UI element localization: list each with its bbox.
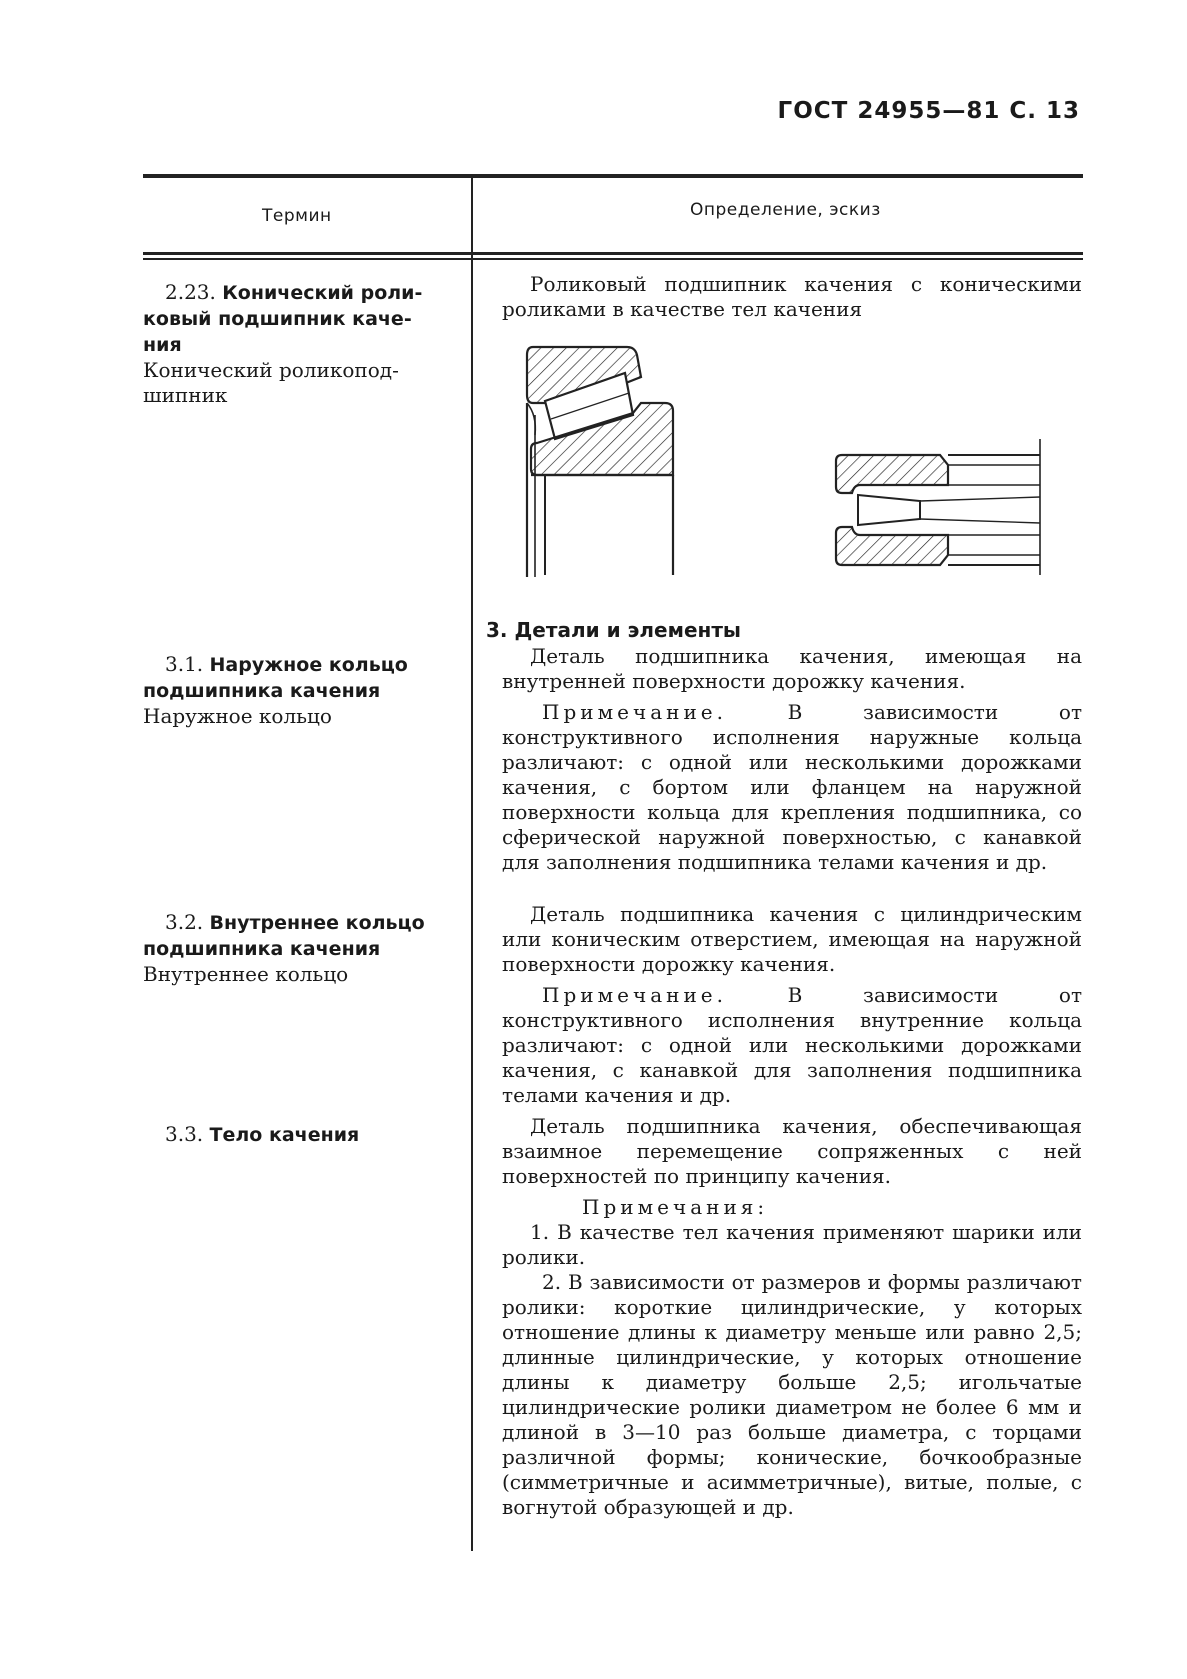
column-head-definition: Определение, эскиз [690, 200, 881, 220]
term-number: 2.23. [165, 280, 216, 304]
note-3-2 [502, 983, 1082, 1108]
term-3-2 [143, 910, 433, 987]
table-head-rule [143, 252, 1083, 255]
notes-3-3 [502, 1195, 1082, 1520]
term-number: 3.3. [165, 1122, 204, 1146]
note-text: В зависимости от конструктивного исполнения внутренние кольца различают: с одной или несколькими дорожками качения, с канавкой для заполнения подшипника телами качения и др. [502, 983, 1083, 1107]
table-top-rule [143, 174, 1083, 178]
term-title-line: подшипника качения [143, 680, 381, 702]
note-label: Примечание. [542, 983, 727, 1007]
note-item: 2. В зависимости от размеров и формы различают ролики: короткие цилиндрические, у которых отношение длины к диаметру меньше или равно 2,5; длинные цилиндрические, у которых отношение длины к диаметру больше 2,5; игольчатые цилиндрические ролики диаметром не более 6 мм и длиной в 3—10 раз больше диаметра, с торцами различной формы; конические, бочкообразные (симметричные и асимметричные), витые, полые, с вогнутой образующей и др. [502, 1270, 1082, 1519]
note-text: В зависимости от конструктивного исполнения наружные кольца различают: с одной или несколькими дорожками качения, с бортом или фланцем на наружной поверхности кольца для крепления подшипника, со сферической наружной поверхностью, с канавкой для заполнения подшипника телами качения и др. [502, 700, 1083, 874]
section-title: 3. Детали и элементы [486, 618, 742, 642]
term-title-line: Тело качения [209, 1124, 360, 1146]
note-label: Примечание. [542, 700, 727, 724]
term-title-line: Внутреннее кольцо [209, 912, 425, 934]
definition-2-23 [502, 272, 1082, 322]
term-2-23 [143, 280, 433, 408]
definition-text: Роликовый подшипник качения с коническими роликами в качестве тел качения [502, 272, 1082, 321]
definition-3-1 [502, 644, 1082, 875]
term-3-1 [143, 652, 433, 729]
note-item: 1. В качестве тел качения применяют шарики или ролики. [502, 1220, 1082, 1269]
term-short-name: Конический роликопод- [143, 358, 399, 382]
term-short-name: Наружное кольцо [143, 704, 332, 728]
roller-assembly-sketch [830, 435, 1050, 585]
term-title-line: подшипника качения [143, 938, 381, 960]
term-title-line: Наружное кольцо [209, 654, 408, 676]
page-header: ГОСТ 24955—81 С. 13 [777, 98, 1080, 124]
term-short-name: Внутреннее кольцо [143, 962, 349, 986]
column-divider [471, 176, 473, 1551]
term-title-line: ния [143, 334, 182, 356]
bearing-section-sketch [515, 335, 675, 585]
note-3-1 [502, 700, 1082, 875]
definition-text: Деталь подшипника качения, имеющая на внутренней поверхности дорожку качения. [502, 644, 1082, 693]
definition-3-2 [502, 902, 1082, 1108]
term-title-line: Конический роли- [222, 282, 423, 304]
notes-label: Примечания: [582, 1195, 769, 1219]
term-short-name: шипник [143, 383, 228, 407]
definition-3-3 [502, 1114, 1082, 1520]
definition-text: Деталь подшипника качения с цилиндрическим или коническим отверстием, имеющая на наружной поверхности дорожку качения. [502, 902, 1082, 976]
term-3-3 [143, 1122, 433, 1148]
term-number: 3.1. [165, 652, 204, 676]
term-number: 3.2. [165, 910, 204, 934]
table-head-rule-2 [143, 258, 1083, 260]
column-head-term: Термин [262, 206, 332, 226]
definition-text: Деталь подшипника качения, обеспечивающая взаимное перемещение сопряженных с ней поверхностей по принципу качения. [502, 1114, 1082, 1188]
term-title-line: ковый подшипник каче- [143, 308, 412, 330]
